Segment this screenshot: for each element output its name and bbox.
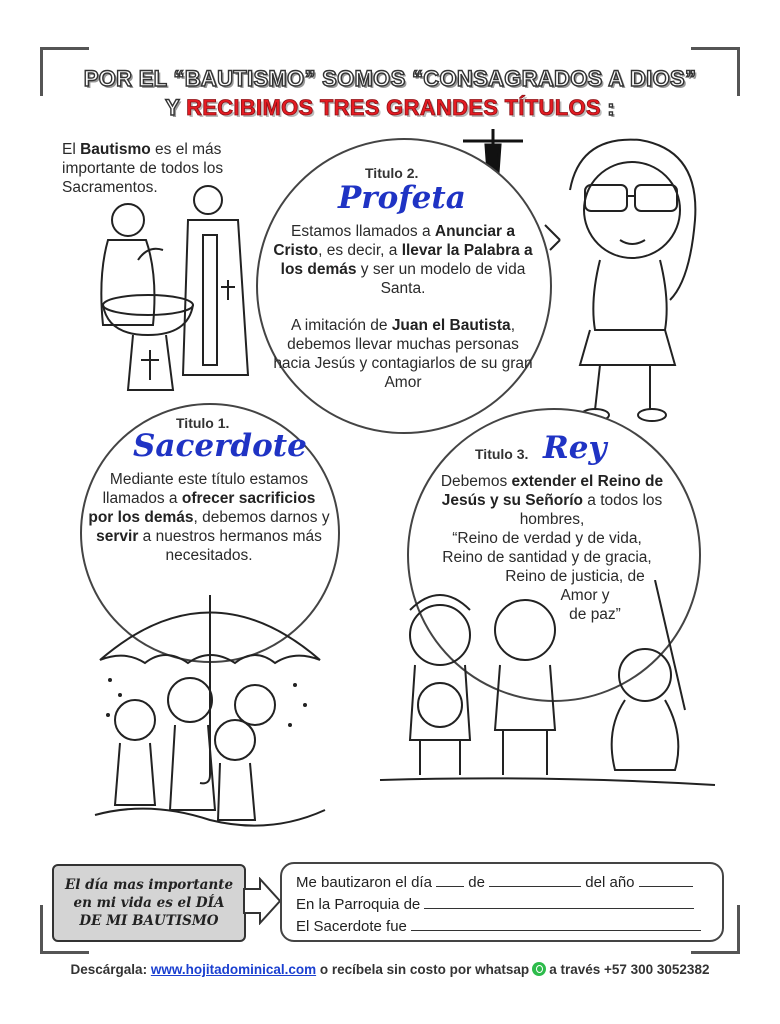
rey-p1-0: Debemos	[440, 473, 512, 490]
header-line-2-suffix: :	[600, 95, 615, 120]
baptism-day-callout	[52, 864, 246, 942]
sacerdote-kicker: Titulo 1.	[176, 415, 230, 431]
girl-illustration	[540, 130, 720, 430]
rey-quote-2: Reino de santidad y de gracia,	[442, 549, 652, 566]
profeta-p2-0: A imitación de	[291, 317, 392, 334]
form-label-priest: El Sacerdote fue	[296, 918, 407, 935]
rey-quote-4: Amor y	[560, 587, 610, 604]
rey-p1-2: a todos los hombres,	[519, 492, 663, 528]
download-prefix: Descárgala:	[70, 962, 148, 977]
parish-field[interactable]	[424, 894, 694, 909]
sacerdote-title: Sacerdote	[133, 428, 307, 464]
baptism-illustration	[78, 185, 278, 405]
profeta-p2-2: , debemos llevar muchas personas hacia Jesús y contagiarlos de su gran Amor	[273, 317, 533, 391]
profeta-p2-1: Juan el Bautista	[391, 317, 511, 334]
intro-bold: Bautismo	[80, 141, 151, 158]
month-field[interactable]	[489, 872, 581, 887]
intro-pre: El	[62, 141, 81, 158]
rey-p1-1: extender el Reino de Jesús y su Señorío	[441, 473, 664, 509]
rey-quote-5: de paz”	[569, 606, 621, 623]
rey-title: Rey	[543, 430, 607, 466]
sacerdote-p1-1: ofrecer sacrificios por los demás	[88, 490, 316, 526]
callout-line-1: El día mas importante	[64, 877, 234, 893]
header-line-2	[0, 95, 780, 121]
header-line-1: POR EL “BAUTISMO” SOMOS “CONSAGRADOS A DIOS”	[83, 66, 697, 91]
priest-field[interactable]	[411, 916, 701, 931]
callout-line-2: en mi vida es el DÍA	[73, 895, 225, 911]
rey-quote-3: Reino de justicia, de	[505, 568, 645, 585]
website-link[interactable]: www.hojitadominical.com	[150, 962, 317, 977]
sacerdote-p1-2: , debemos darnos y	[193, 509, 330, 526]
form-label-year: del año	[585, 874, 635, 891]
profeta-paragraph-2	[272, 316, 534, 392]
form-label-parish: En la Parroquia de	[296, 896, 421, 913]
download-middle: o recíbela sin costo por whatsap	[319, 962, 530, 977]
callout-line-3: DE MI BAUTISMO	[79, 913, 219, 929]
rey-quote-1: “Reino de verdad y de vida,	[452, 530, 642, 547]
profeta-paragraph-1	[272, 222, 534, 298]
header-line-2-prefix: Y	[165, 95, 187, 120]
profeta-p1-4: y ser un modelo de vida Santa.	[356, 261, 526, 297]
sacerdote-p1-4: a nuestros hermanos más necesitados.	[138, 528, 322, 564]
day-field[interactable]	[436, 872, 464, 887]
form-row-parish	[296, 894, 694, 913]
sacerdote-p1-3: servir	[96, 528, 139, 545]
download-suffix: a través +57 300 3052382	[549, 962, 710, 977]
profeta-p1-1: Anunciar a Cristo	[273, 223, 515, 259]
year-field[interactable]	[639, 872, 693, 887]
form-row-date	[296, 872, 693, 891]
baptism-form	[280, 862, 724, 942]
form-label-of: de	[468, 874, 485, 891]
profeta-title: Profeta	[338, 180, 466, 216]
profeta-kicker: Titulo 2.	[365, 165, 419, 181]
kids-praying-illustration	[375, 580, 720, 805]
arrow-right-icon	[242, 877, 282, 925]
profeta-p1-0: Estamos llamados a	[291, 223, 435, 240]
rey-kicker: Titulo 3.	[475, 446, 529, 462]
profeta-p1-2: , es decir, a	[318, 242, 402, 259]
rey-paragraph	[426, 472, 678, 529]
profeta-p1-3: llevar la Palabra a los demás	[280, 242, 533, 278]
form-label-day: Me bautizaron el día	[296, 874, 432, 891]
umbrella-kids-illustration	[90, 585, 330, 840]
form-row-priest	[296, 916, 701, 935]
header-line-2-red: RECIBIMOS TRES GRANDES TÍTULOS	[186, 95, 601, 120]
whatsapp-icon	[532, 962, 546, 976]
sacerdote-p1-0: Mediante este título estamos llamados a	[102, 471, 309, 507]
intro-post: es el más importante de todos los Sacramentos.	[62, 141, 224, 196]
sacerdote-paragraph	[88, 470, 330, 565]
download-line	[0, 962, 780, 977]
